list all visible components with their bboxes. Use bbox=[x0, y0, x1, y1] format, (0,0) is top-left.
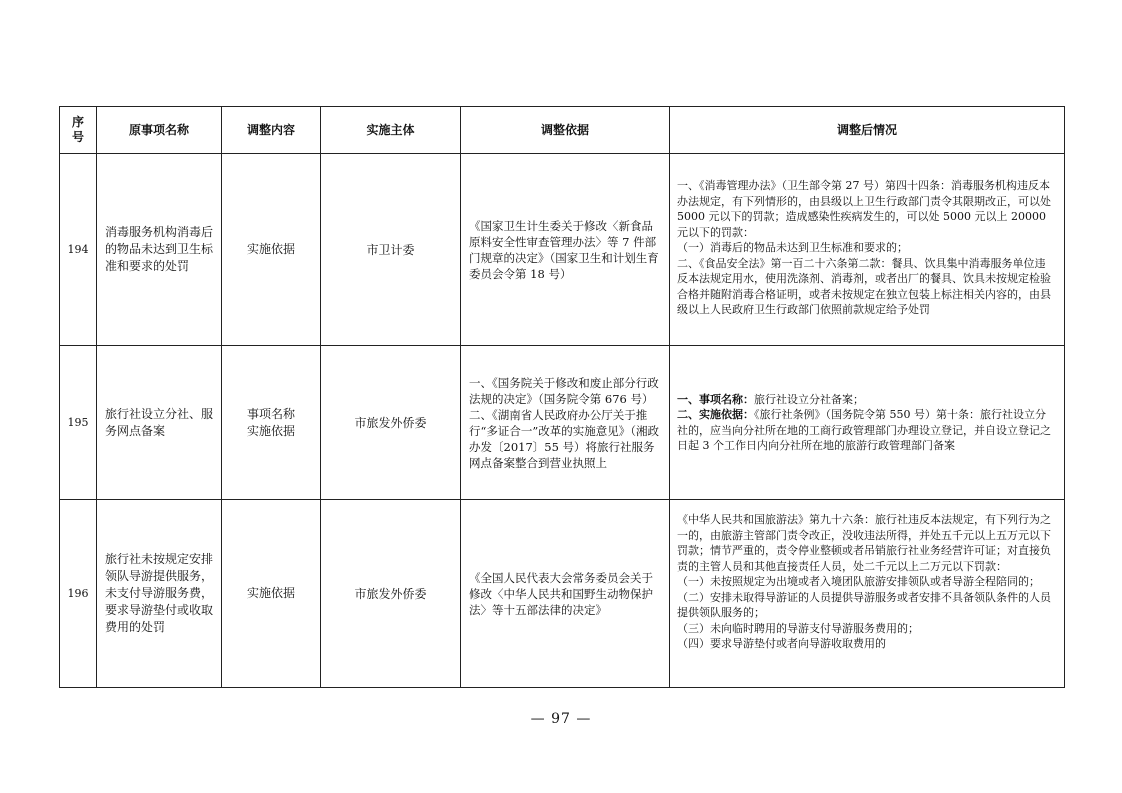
header-basis: 调整依据 bbox=[461, 107, 670, 154]
row-basis: 《国家卫生计生委关于修改〈新食品原料安全性审查管理办法〉等 7 件部门规章的决定》（国家卫生和计划生育委员会令第 18 号） bbox=[461, 154, 670, 346]
table-row bbox=[60, 500, 1065, 688]
after-paragraph: 一、《消毒管理办法》（卫生部令第 27 号）第四十四条：消毒服务机构违反本办法规定，有下列情形的，由县级以上卫生行政部门责令其限期改正，可以处 5000 元以下的罚款；造成感染性疾病发生的，可以处 5000 元以上 20000 元以下的罚款： bbox=[677, 179, 1051, 239]
row-after bbox=[670, 500, 1065, 688]
after-paragraph: （二）安排未取得导游证的人员提供导游服务或者安排不具备领队条件的人员提供领队服务的； bbox=[677, 590, 1051, 619]
after-paragraph: 二、《食品安全法》第一百二十六条第二款：餐具、饮具集中消毒服务单位违反本法规定用水，使用洗涤剂、消毒剂，或者出厂的餐具、饮具未按规定检验合格并随附消毒合格证明，或者未按规定在独立包装上标注相关内容的，由县级以上人民政府卫生行政部门依照前款规定给予处罚 bbox=[677, 256, 1051, 316]
adjust-line: 事项名称 bbox=[246, 406, 295, 421]
row-adjust-content bbox=[222, 346, 321, 500]
row-basis: 一、《国务院关于修改和废止部分行政法规的决定》（国务院令第 676 号）二、《湖南省人民政府办公厅关于推行“多证合一”改革的实施意见》（湘政办发〔2017〕55 号）将旅行社服务网点备案整合到营业执照上 bbox=[461, 346, 670, 500]
after-paragraph bbox=[677, 407, 1056, 454]
row-after bbox=[670, 346, 1065, 500]
row-adjust-content bbox=[222, 500, 321, 688]
table-row bbox=[60, 154, 1065, 346]
row-adjust-content bbox=[222, 154, 321, 346]
after-label: 一、事项名称： bbox=[677, 392, 754, 406]
adjust-line: 实施依据 bbox=[246, 423, 295, 438]
header-adjust: 调整内容 bbox=[222, 107, 321, 154]
header-num: 序号 bbox=[60, 107, 97, 154]
header-entity: 实施主体 bbox=[321, 107, 461, 154]
adjust-line: 实施依据 bbox=[246, 586, 295, 600]
row-item-name: 消毒服务机构消毒后的物品未达到卫生标准和要求的处罚 bbox=[97, 154, 222, 346]
after-paragraph: 《中华人民共和国旅游法》第九十六条：旅行社违反本法规定，有下列行为之一的，由旅游主管部门责令改正，没收违法所得，并处五千元以上五万元以下罚款；情节严重的，责令停业整顿或者吊销旅行社业务经营许可证；对直接负责的主管人员和其他直接责任人员，处二千元以上二万元以下罚款： bbox=[677, 513, 1051, 573]
header-name: 原事项名称 bbox=[97, 107, 222, 154]
adjust-line: 实施依据 bbox=[246, 242, 295, 256]
row-item-name: 旅行社未按规定安排领队导游提供服务，未支付导游服务费，要求导游垫付或收取费用的处罚 bbox=[97, 500, 222, 688]
after-text: 旅行社设立分社备案； bbox=[754, 392, 864, 406]
row-num: 194 bbox=[60, 154, 97, 346]
row-entity: 市旅发外侨委 bbox=[321, 346, 461, 500]
after-paragraph: （一）未按照规定为出境或者入境团队旅游安排领队或者导游全程陪同的； bbox=[677, 575, 1040, 588]
after-label: 二、实施依据： bbox=[677, 408, 754, 421]
after-paragraph bbox=[677, 392, 1056, 408]
table-row bbox=[60, 346, 1065, 500]
row-after bbox=[670, 154, 1065, 346]
row-entity: 市卫计委 bbox=[321, 154, 461, 346]
row-num: 196 bbox=[60, 500, 97, 688]
table-header-row bbox=[60, 107, 1065, 154]
adjustment-table bbox=[59, 106, 1065, 688]
row-entity: 市旅发外侨委 bbox=[321, 500, 461, 688]
after-text: 《旅行社条例》（国务院令第 550 号）第十条：旅行社设立分社的，应当向分社所在地的工商行政管理部门办理设立登记，并自设立登记之日起 3 个工作日内向分社所在地的旅游行政管理部门备案 bbox=[677, 408, 1051, 452]
row-item-name: 旅行社设立分社、服务网点备案 bbox=[97, 346, 222, 500]
row-basis: 《全国人民代表大会常务委员会关于修改〈中华人民共和国野生动物保护法〉等十五部法律的决定》 bbox=[461, 500, 670, 688]
after-paragraph: （四）要求导游垫付或者向导游收取费用的 bbox=[677, 637, 886, 650]
after-paragraph: （一）消毒后的物品未达到卫生标准和要求的； bbox=[677, 241, 908, 254]
after-paragraph: （三）未向临时聘用的导游支付导游服务费用的； bbox=[677, 621, 919, 635]
row-num: 195 bbox=[60, 346, 97, 500]
page-number: — 97 — bbox=[530, 711, 592, 727]
header-after: 调整后情况 bbox=[670, 107, 1065, 154]
